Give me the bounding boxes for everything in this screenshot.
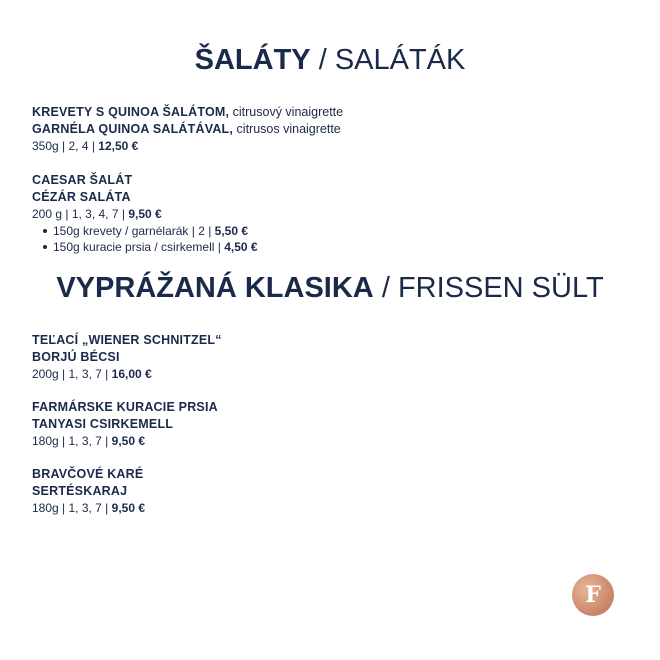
item-meta <box>32 138 632 155</box>
item-weight-allergens: 350g | 2, 4 | <box>32 139 95 153</box>
item-price: 12,50 € <box>98 139 139 153</box>
addon-list <box>32 223 632 255</box>
item-weight-allergens: 200g | 1, 3, 7 | <box>32 367 109 381</box>
item-name-sk: TEĽACÍ „WIENER SCHNITZEL“ <box>32 333 222 347</box>
item-desc-sk: citrusový vinaigrette <box>232 105 344 119</box>
item-name-sk: FARMÁRSKE KURACIE PRSIA <box>32 400 218 414</box>
menu-item-shrimp-quinoa <box>32 104 632 155</box>
brand-logo <box>572 574 614 616</box>
item-meta <box>32 500 632 517</box>
item-name-sk: CAESAR ŠALÁT <box>32 173 133 187</box>
section-title-sk: ŠALÁTY <box>194 44 311 76</box>
item-name-hu: GARNÉLA QUINOA SALÁTÁVAL, <box>32 122 234 136</box>
section-title-fried <box>0 274 660 303</box>
item-weight-allergens: 180g | 1, 3, 7 | <box>32 501 109 515</box>
item-line-hu <box>32 121 632 138</box>
section-title-salads <box>0 46 660 75</box>
section-title-separator: / <box>318 44 327 76</box>
section-title-sk: VYPRÁŽANÁ KLASIKA <box>56 272 374 304</box>
item-price: 16,00 € <box>111 367 152 381</box>
addon-item-shrimp <box>46 223 632 239</box>
menu-item-farm-chicken <box>32 399 632 450</box>
menu-item-wiener-schnitzel <box>32 332 632 383</box>
item-price: 9,50 € <box>111 501 146 515</box>
item-price: 9,50 € <box>111 434 146 448</box>
menu-item-caesar-salad <box>32 172 632 255</box>
item-meta <box>32 433 632 450</box>
item-weight-allergens: 180g | 1, 3, 7 | <box>32 434 109 448</box>
section-title-hu: FRISSEN SÜLT <box>397 272 604 304</box>
item-name-hu: CÉZÁR SALÁTA <box>32 190 131 204</box>
addon-text: 150g kuracie prsia / csirkemell | <box>53 240 221 254</box>
item-name-sk: BRAVČOVÉ KARÉ <box>32 467 144 481</box>
logo-letter: F <box>585 582 601 608</box>
item-line-sk <box>32 104 632 121</box>
addon-price: 5,50 € <box>214 224 249 238</box>
item-name-hu: TANYASI CSIRKEMELL <box>32 417 174 431</box>
addon-price: 4,50 € <box>224 240 258 254</box>
item-meta <box>32 206 632 223</box>
section-title-hu: SALÁTÁK <box>334 44 466 76</box>
item-name-hu: SERTÉSKARAJ <box>32 484 128 498</box>
item-weight-allergens: 200 g | 1, 3, 4, 7 | <box>32 207 125 221</box>
menu-item-pork-loin <box>32 466 632 517</box>
item-meta <box>32 366 632 383</box>
item-name-hu: BORJÚ BÉCSI <box>32 350 120 364</box>
addon-item-chicken <box>46 239 632 255</box>
item-name-sk: KREVETY S QUINOA ŠALÁTOM, <box>32 105 230 119</box>
section-title-separator: / <box>381 272 390 304</box>
item-desc-hu: citrusos vinaigrette <box>236 122 341 136</box>
addon-text: 150g krevety / garnélarák | 2 | <box>53 224 212 238</box>
item-price: 9,50 € <box>128 207 162 221</box>
